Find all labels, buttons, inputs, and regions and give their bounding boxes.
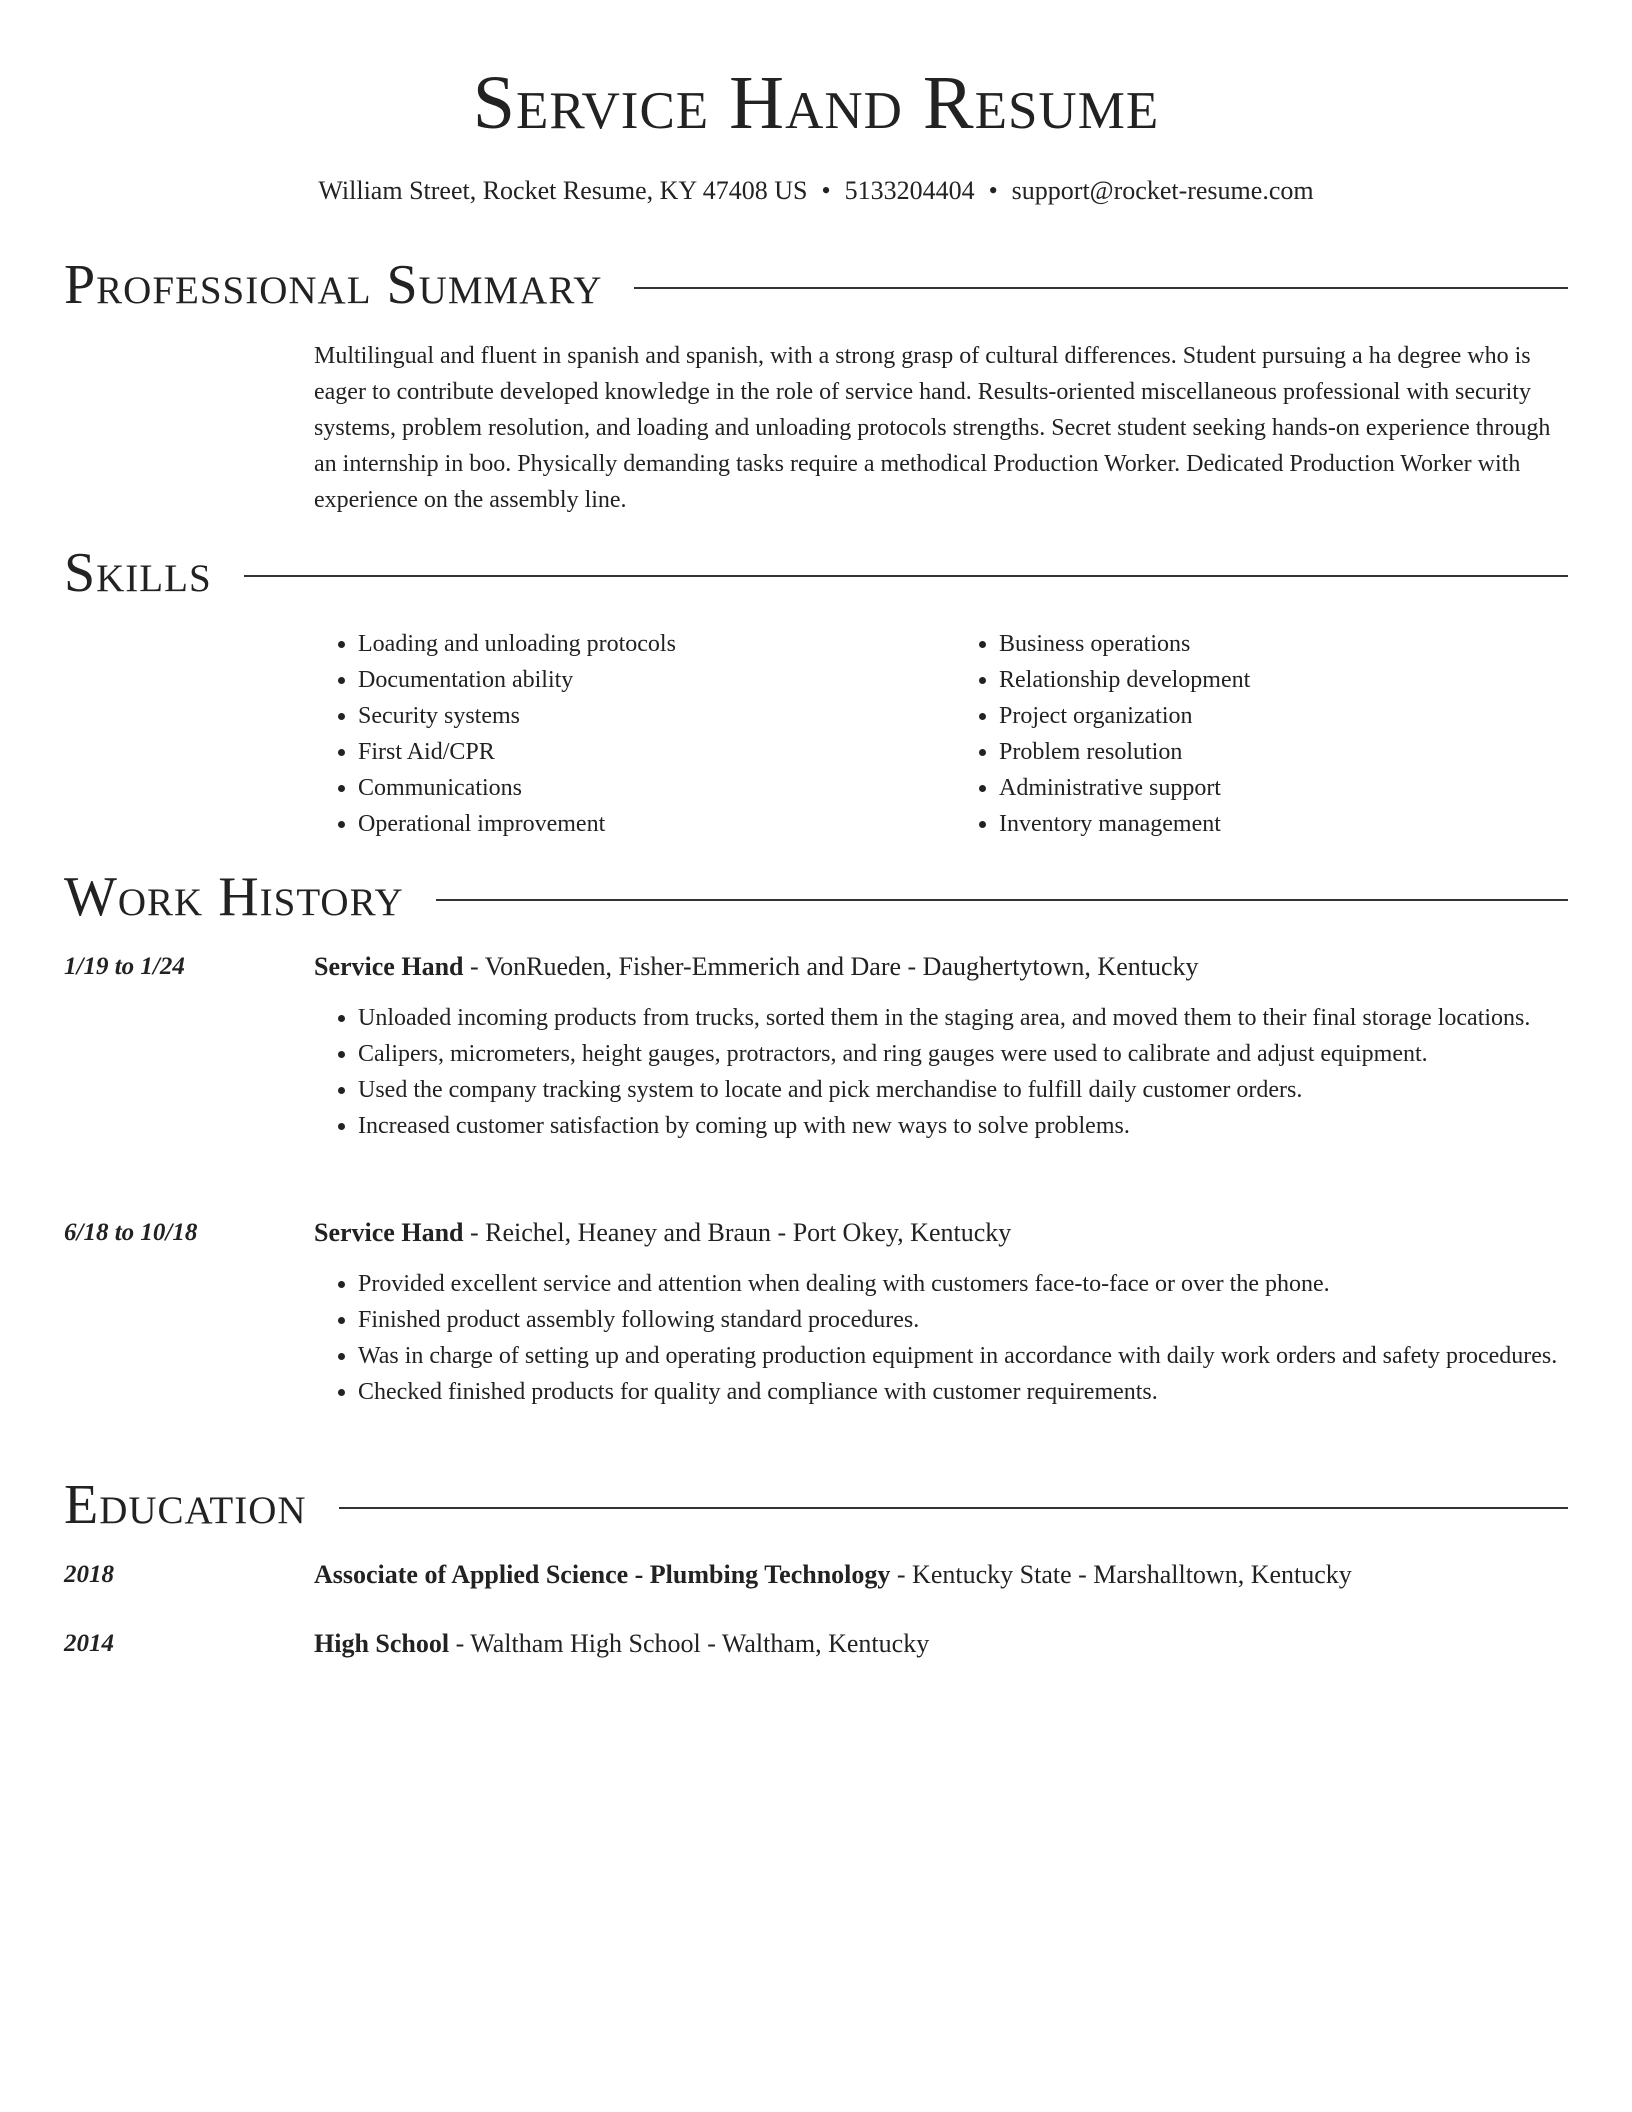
job-heading [314,1216,1011,1250]
skills-list [314,626,1568,842]
education-section-header [64,1470,1568,1540]
section-divider [244,575,1568,577]
education-degree: High School [314,1629,450,1658]
contact-address: William Street, Rocket Resume, KY 47408 US [318,176,808,205]
job-bullet: • Used the company tracking system to locate and pick merchandise to fulfill daily customer orders. [358,1072,1612,1108]
skills-heading: Skills [64,542,212,604]
skills-column-right [927,626,1568,842]
contact-email: support@rocket-resume.com [1011,176,1314,205]
job-bullet: • Calipers, micrometers, height gauges, protractors, and ring gauges were used to calibrate and adjust equipment. [358,1036,1612,1072]
skill-item: • Inventory management [999,806,1568,842]
summary-text: Multilingual and fluent in spanish and spanish, with a strong grasp of cultural differences. Student pursuing a ha degree who is eager to contribute developed knowledge in the role of service hand. Results-oriented miscellaneous professional with security systems, problem resolution, and loading and unloading protocols strengths. Secret student seeking hands-on experience through an internship in boo. Physically demanding tasks require a methodical Production Worker. Dedicated Production Worker with experience on the assembly line. [314,343,1551,513]
work-section-header [64,862,1568,932]
contact-line [0,174,1632,208]
skill-item: • Documentation ability [358,662,927,698]
skill-item: • Relationship development [999,662,1568,698]
work-heading: Work History [64,866,404,928]
skill-item: • Communications [358,770,927,806]
education-entry [64,1558,1568,1598]
job-title: Service Hand [314,1218,464,1247]
job-employer: - Reichel, Heaney and Braun - Port Okey, Kentucky [463,1218,1012,1247]
job-dates: 6/18 to 10/18 [64,1219,198,1246]
contact-separator: • [821,176,831,205]
job-title: Service Hand [314,952,464,981]
job-bullet: • Unloaded incoming products from trucks, sorted them in the staging area, and moved them to their final storage locations. [358,1000,1612,1036]
job-bullet: • Increased customer satisfaction by coming up with new ways to solve problems. [358,1108,1612,1144]
education-heading: Education [64,1474,307,1536]
skill-item: • Loading and unloading protocols [358,626,927,662]
job-bullet: • Was in charge of setting up and operating production equipment in accordance with daily work orders and safety procedures. [358,1338,1612,1374]
skills-column-left [314,626,927,842]
job-heading [314,950,1199,984]
job-bullet: • Provided excellent service and attention when dealing with customers face-to-face or over the phone. [358,1266,1612,1302]
education-year: 2018 [64,1561,114,1588]
education-heading-line [314,1558,1352,1592]
skill-item: • Business operations [999,626,1568,662]
summary-section-header [64,250,1568,320]
section-divider [634,287,1568,289]
job-employer: - VonRueden, Fisher-Emmerich and Dare - Daughertytown, Kentucky [463,952,1199,981]
skills-section-header [64,538,1568,608]
skill-item: • Administrative support [999,770,1568,806]
section-divider [436,899,1568,901]
education-degree: Associate of Applied Science - Plumbing Technology [314,1560,891,1589]
job-bullets [314,1000,1612,1144]
education-year: 2014 [64,1630,114,1657]
contact-phone: 5133204404 [844,176,975,205]
skill-item: • First Aid/CPR [358,734,927,770]
job-bullets [314,1266,1612,1410]
skill-item: • Project organization [999,698,1568,734]
education-entry [64,1627,1568,1667]
job-bullet: • Finished product assembly following standard procedures. [358,1302,1612,1338]
job-entry [64,950,1568,1190]
skill-item: • Operational improvement [358,806,927,842]
summary-heading: Professional Summary [64,254,603,316]
skill-item: • Problem resolution [999,734,1568,770]
section-divider [339,1507,1568,1509]
job-bullet: • Checked finished products for quality and compliance with customer requirements. [358,1374,1612,1410]
skill-item: • Security systems [358,698,927,734]
contact-separator: • [988,176,998,205]
education-heading-line [314,1627,929,1661]
job-entry [64,1216,1568,1456]
job-dates: 1/19 to 1/24 [64,953,185,980]
education-school: - Kentucky State - Marshalltown, Kentucky [890,1560,1352,1589]
resume-title: Service Hand Resume [472,61,1160,145]
education-school: - Waltham High School - Waltham, Kentucky [449,1629,930,1658]
